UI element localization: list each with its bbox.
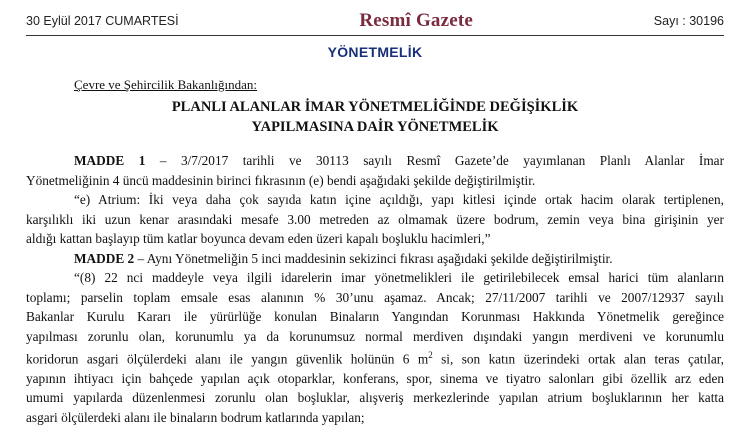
header-rule bbox=[26, 35, 724, 36]
section-heading: YÖNETMELİK bbox=[327, 44, 423, 60]
article-1-label: MADDE 1 bbox=[74, 153, 146, 168]
article-2-line-1 bbox=[26, 249, 724, 269]
regulation-body bbox=[26, 151, 724, 427]
article-1-intro: – 3/7/2017 tarihli ve 30113 sayılı Resmî Gazete’de yayımlanan Planlı Alanlar İmar bbox=[159, 153, 725, 168]
article-2-quote-line-1: “(8) 22 nci maddeyle veya ilgili idarelerin imar yönetmelikleri ile getirilebilecek emsal harici tüm alanların bbox=[74, 270, 724, 285]
article-1-line-1 bbox=[26, 151, 724, 171]
article-2-quote-line-7: umumi yapılarda düzenlenmesi zorunlu olan boşluklar, alışveriş merkezlerinde yapılan atrium boşluklarının her katta bbox=[26, 390, 724, 406]
article-1-quote-line-2: karşılıklı iki uzun kenar arasındaki mesafe 3.00 metreden az olmamak üzere bodrum, zemin veya bina girişinin yer bbox=[26, 211, 724, 227]
article-1-quote-line-1: “e) Atrium: İki veya daha çok sayıda katın içine açıldığı, yapı kitlesi içinde ortak hacim olarak tertiplenen, bbox=[74, 192, 724, 207]
page-header bbox=[26, 8, 724, 34]
article-2-quote-line-8: asgari ölçülerdeki alanı ile binaların bodrum katlarında yapılan; bbox=[26, 409, 365, 425]
gazette-title: Resmî Gazete bbox=[359, 10, 474, 31]
article-1-quote-line-3: aldığı kattan başlayıp tüm katlar boyunca devam eden üzeri kapalı boşluklu hacimleri,” bbox=[26, 231, 491, 246]
regulation-title-line-2: YAPILMASINA DAİR YÖNETMELİK bbox=[251, 119, 499, 135]
ministry-name: Çevre ve Şehircilik Bakanlığından: bbox=[74, 77, 258, 92]
article-2-quote-line-4: yapılması zorunlu olan, korunumlu ya da korunumsuz normal merdiven dışındaki yangın merdiveni ve korunumlu bbox=[26, 328, 724, 344]
article-2-quote-line-3: Bakanlar Kurulu Kararı ile yürürlüğe konulan Binaların Yangından Korunması Hakkında Yönetmelik gereğince bbox=[26, 309, 724, 324]
article-2-quote-line-6: yapının ihtiyacı için bahçede yapılan açık otoparklar, konferans, spor, sinema ve tiyatro salonları gibi özellik arz eden bbox=[26, 370, 724, 386]
regulation-title-line-1: PLANLI ALANLAR İMAR YÖNETMELİĞİNDE DEĞİŞİKLİK bbox=[171, 99, 579, 115]
issue-date: 30 Eylül 2017 CUMARTESİ bbox=[26, 14, 179, 28]
article-2-quote-line-5-b: si, son katın üzerindeki ortak alan teras çatılar, bbox=[432, 351, 724, 367]
article-2-quote-line-2: toplamı; parselin toplam emsale esas alanının % 30’unu aşamaz. Ancak; 27/11/2007 tarihli ve 2007/12937 sayılı bbox=[26, 289, 724, 305]
article-1-line-2: Yönetmeliğinin 4 üncü maddesinin birinci fıkrasının (e) bendi aşağıdaki şekilde değiştirilmiştir. bbox=[26, 172, 536, 188]
issue-number: Sayı : 30196 bbox=[653, 14, 724, 28]
article-2-quote-line-5-a: koridorun asgari ölçülerdeki alanı ile yangın güvenlik holünün 6 m bbox=[26, 351, 429, 367]
article-2-quote-line-5 bbox=[26, 346, 724, 369]
article-2-intro: – Aynı Yönetmeliğin 5 inci maddesinin sekizinci fıkrası aşağıdaki şekilde değiştirilmiştir. bbox=[137, 250, 613, 266]
superscript-2: 2 bbox=[428, 350, 433, 360]
regulation-title bbox=[0, 97, 750, 137]
article-2-label: MADDE 2 bbox=[74, 250, 135, 266]
